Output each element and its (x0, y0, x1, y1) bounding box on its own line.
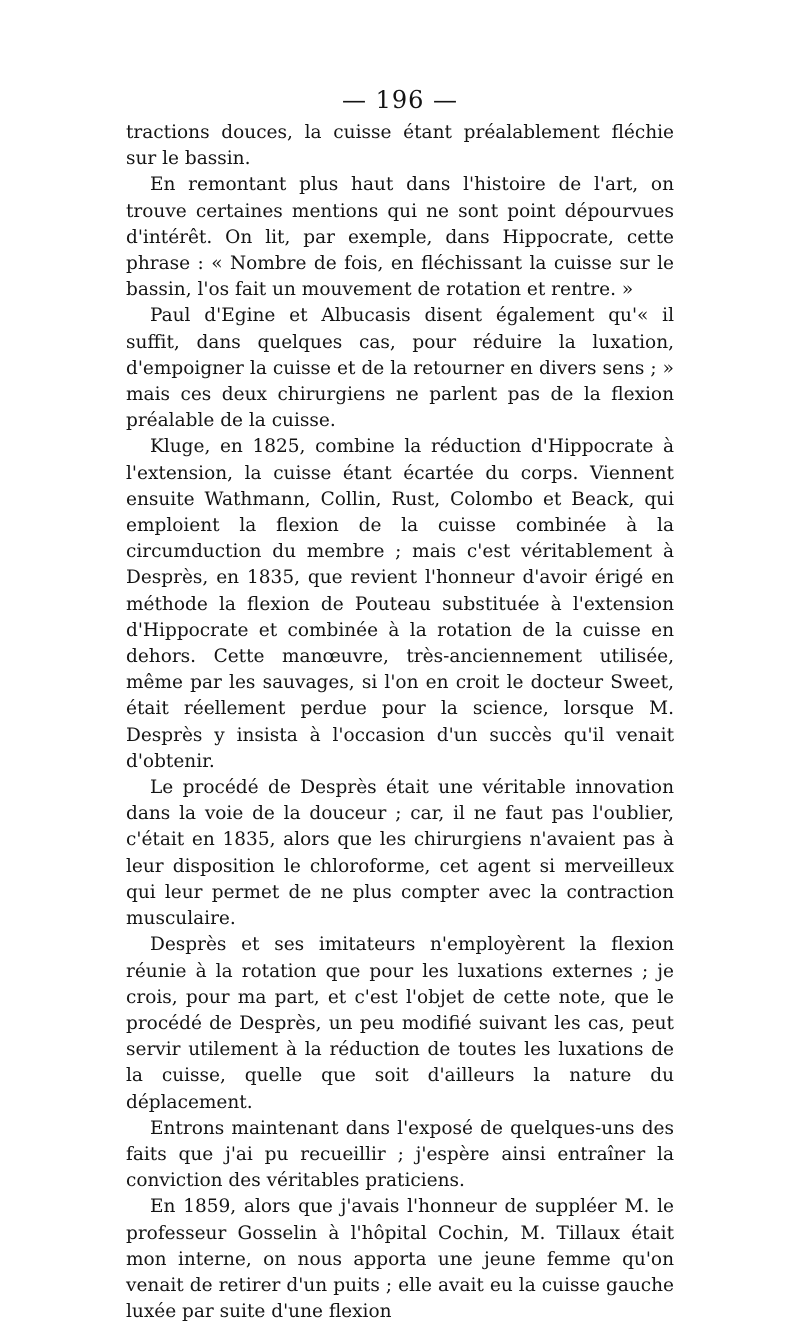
paragraph: Entrons maintenant dans l'exposé de quelques-uns des faits que j'ai pu recueillir ; j'espère ainsi entraîner la conviction des véritables praticiens. (126, 1117, 674, 1192)
page-number: — 196 — (341, 86, 459, 114)
paragraph: Le procédé de Desprès était une véritable innovation dans la voie de la douceur ; car, il ne faut pas l'oublier, c'était en 1835, alors que les chirurgiens n'avaient pas à leur disposition le chloroforme, cet agent si merveilleux qui leur permet de ne plus compter avec la contraction musculaire. (126, 777, 674, 930)
paragraph-continuation: tractions douces, la cuisse étant préalablement fléchie sur le bassin. (126, 122, 674, 170)
paragraph: Desprès et ses imitateurs n'employèrent la flexion réunie à la rotation que pour les luxations externes ; je crois, pour ma part, et c'est l'objet de cette note, que le procédé de Desprès, un peu modifié suivant les cas, peut servir utilement à la réduction de toutes les luxations de la cuisse, quelle que soit d'ailleurs la nature du déplacement. (126, 934, 674, 1113)
paragraph: Paul d'Egine et Albucasis disent également qu'« il suffit, dans quelques cas, pour réduire la luxation, d'empoigner la cuisse et de la retourner en divers sens ; » mais ces deux chirurgiens ne parlent pas de la flexion préalable de la cuisse. (126, 305, 674, 432)
body-text (126, 120, 674, 1325)
paragraph: En remontant plus haut dans l'histoire de l'art, on trouve certaines mentions qui ne sont point dépourvues d'intérêt. On lit, par exemple, dans Hippocrate, cette phrase : « Nombre de fois, en fléchissant la cuisse sur le bassin, l'os fait un mouvement de rotation et rentre. » (126, 174, 674, 301)
paragraph: En 1859, alors que j'avais l'honneur de suppléer M. le professeur Gosselin à l'hôpital Cochin, M. Tillaux était mon interne, on nous apporta une jeune femme qu'on venait de retirer d'un puits ; elle avait eu la cuisse gauche luxée par suite d'une flexion (126, 1196, 674, 1323)
paragraph: Kluge, en 1825, combine la réduction d'Hippocrate à l'extension, la cuisse étant écartée du corps. Viennent ensuite Wathmann, Collin, Rust, Colombo et Beack, qui emploient la flexion de la cuisse combinée à la circumduction du membre ; mais c'est véritablement à Desprès, en 1835, que revient l'honneur d'avoir érigé en méthode la flexion de Pouteau substituée à l'extension d'Hippocrate et combinée à la rotation de la cuisse en dehors. Cette manœuvre, très-anciennement utilisée, même par les sauvages, si l'on en croit le docteur Sweet, était réellement perdue pour la science, lorsque M. Desprès y insista à l'occasion d'un succès qu'il venait d'obtenir. (126, 436, 674, 772)
